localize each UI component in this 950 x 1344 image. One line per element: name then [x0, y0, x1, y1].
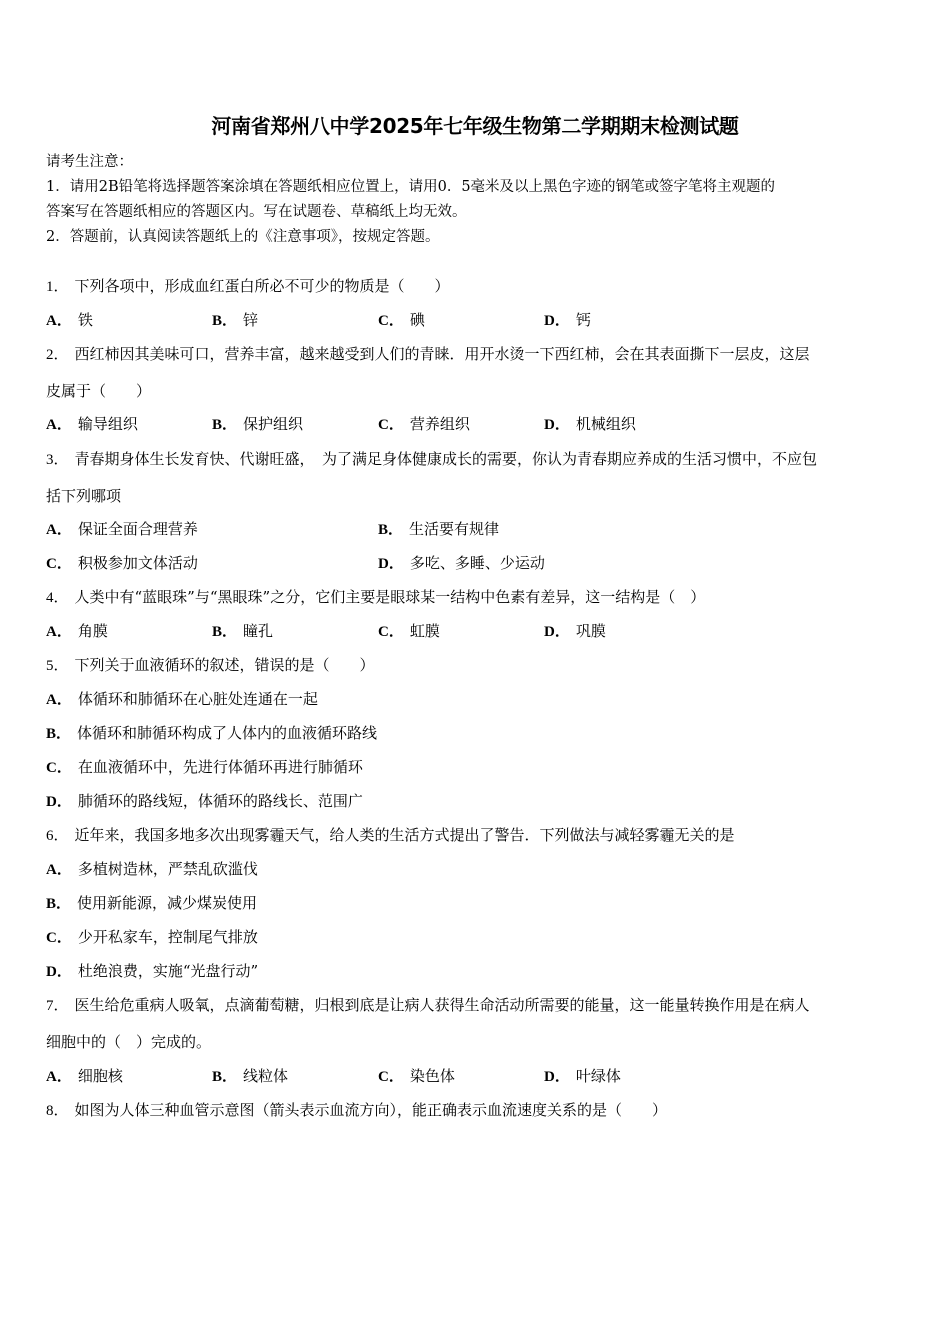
question-5-option-d: D． 肺循环的路线短，体循环的路线长、范围广 — [46, 792, 363, 810]
question-number: 5． — [46, 658, 69, 674]
question-text: 西红柿因其美味可口，营养丰富，越来越受到人们的青睐．用开水烫一下西红柿，会在其表面撕下一层皮，这层 — [74, 345, 810, 363]
question-3-option-d: D． 多吃、多睡、少运动 — [378, 554, 545, 572]
question-4-option-b: B． 瞳孔 — [212, 622, 274, 640]
question-text: 如图为人体三种血管示意图（箭头表示血流方向），能正确表示血流速度关系的是（ ） — [74, 1101, 668, 1119]
question-6-option-a: A． 多植树造林，严禁乱砍滥伐 — [46, 860, 258, 878]
question-5-option-b: B． 体循环和肺循环构成了人体内的血液循环路线 — [46, 724, 378, 742]
question-1-option-c: C． 碘 — [378, 311, 425, 329]
question-2-stem — [46, 344, 810, 365]
question-6-stem — [46, 825, 735, 846]
question-2-stem-cont: 皮属于（ ） — [46, 382, 152, 400]
question-number: 8． — [46, 1103, 69, 1119]
question-7-stem — [46, 995, 810, 1016]
question-5-stem — [46, 655, 375, 676]
question-4-option-d: D． 巩膜 — [544, 622, 606, 640]
question-1-option-b: B． 锌 — [212, 311, 259, 329]
question-8-stem — [46, 1100, 667, 1121]
question-3-option-c: C． 积极参加文体活动 — [46, 554, 198, 572]
question-text: 下列各项中，形成血红蛋白所必不可少的物质是（ ） — [74, 277, 450, 295]
question-text: 青春期身体生长发育快、代谢旺盛， 为了满足身体健康成长的需要，你认为青春期应养成的生活习惯中，不应包 — [74, 450, 818, 468]
question-number: 4． — [46, 590, 69, 606]
notice-line-2: 答案写在答题纸相应的答题区内。写在试题卷、草稿纸上均无效。 — [46, 204, 467, 220]
question-text: 医生给危重病人吸氧，点滴葡萄糖，归根到底是让病人获得生命活动所需要的能量，这一能量转换作用是在病人 — [74, 996, 810, 1014]
question-3-option-b: B． 生活要有规律 — [378, 520, 500, 538]
question-3-stem — [46, 449, 817, 470]
question-5-option-c: C． 在血液循环中，先进行体循环再进行肺循环 — [46, 758, 363, 776]
question-text: 人类中有“蓝眼珠”与“黑眼珠”之分，它们主要是眼球某一结构中色素有差异，这一结构是（ ） — [74, 588, 706, 606]
question-number: 1． — [46, 279, 69, 295]
question-1-option-a: A． 铁 — [46, 311, 93, 329]
question-4-option-c: C． 虹膜 — [378, 622, 440, 640]
question-2-option-a: A． 输导组织 — [46, 415, 138, 433]
question-4-option-a: A． 角膜 — [46, 622, 108, 640]
question-number: 6． — [46, 828, 69, 844]
question-4-stem — [46, 587, 705, 608]
question-3-stem-cont: 括下列哪项 — [46, 487, 122, 505]
question-6-option-c: C． 少开私家车，控制尾气排放 — [46, 928, 258, 946]
question-7-option-a: A． 细胞核 — [46, 1067, 123, 1085]
question-6-option-d: D． 杜绝浪费，实施“光盘行动” — [46, 962, 259, 980]
question-3-option-a: A． 保证全面合理营养 — [46, 520, 198, 538]
question-2-option-b: B． 保护组织 — [212, 415, 304, 433]
question-text: 下列关于血液循环的叙述，错误的是（ ） — [74, 656, 375, 674]
question-number: 7． — [46, 998, 69, 1014]
question-number: 2． — [46, 347, 69, 363]
question-2-option-c: C． 营养组织 — [378, 415, 470, 433]
question-6-option-b: B． 使用新能源，减少煤炭使用 — [46, 894, 258, 912]
question-number: 3． — [46, 452, 69, 468]
question-5-option-a: A． 体循环和肺循环在心脏处连通在一起 — [46, 690, 318, 708]
exam-title: 河南省郑州八中学2025年七年级生物第二学期期末检测试题 — [211, 114, 739, 138]
question-text: 近年来，我国多地多次出现雾霾天气，给人类的生活方式提出了警告．下列做法与减轻雾霾无关的是 — [74, 826, 735, 844]
question-7-option-c: C． 染色体 — [378, 1067, 455, 1085]
question-7-stem-cont: 细胞中的（ ）完成的。 — [46, 1033, 212, 1051]
question-2-option-d: D． 机械组织 — [544, 415, 636, 433]
notice-line-1: 1．请用2B铅笔将选择题答案涂填在答题纸相应位置上，请用0．5毫米及以上黑色字迹的钢笔或签字笔将主观题的 — [46, 179, 776, 195]
question-1-option-d: D． 钙 — [544, 311, 591, 329]
question-7-option-d: D． 叶绿体 — [544, 1067, 621, 1085]
question-7-option-b: B． 线粒体 — [212, 1067, 289, 1085]
notice-heading: 请考生注意： — [46, 154, 133, 170]
question-1-stem — [46, 276, 450, 297]
notice-line-3: 2．答题前，认真阅读答题纸上的《注意事项》，按规定答题。 — [46, 229, 440, 245]
